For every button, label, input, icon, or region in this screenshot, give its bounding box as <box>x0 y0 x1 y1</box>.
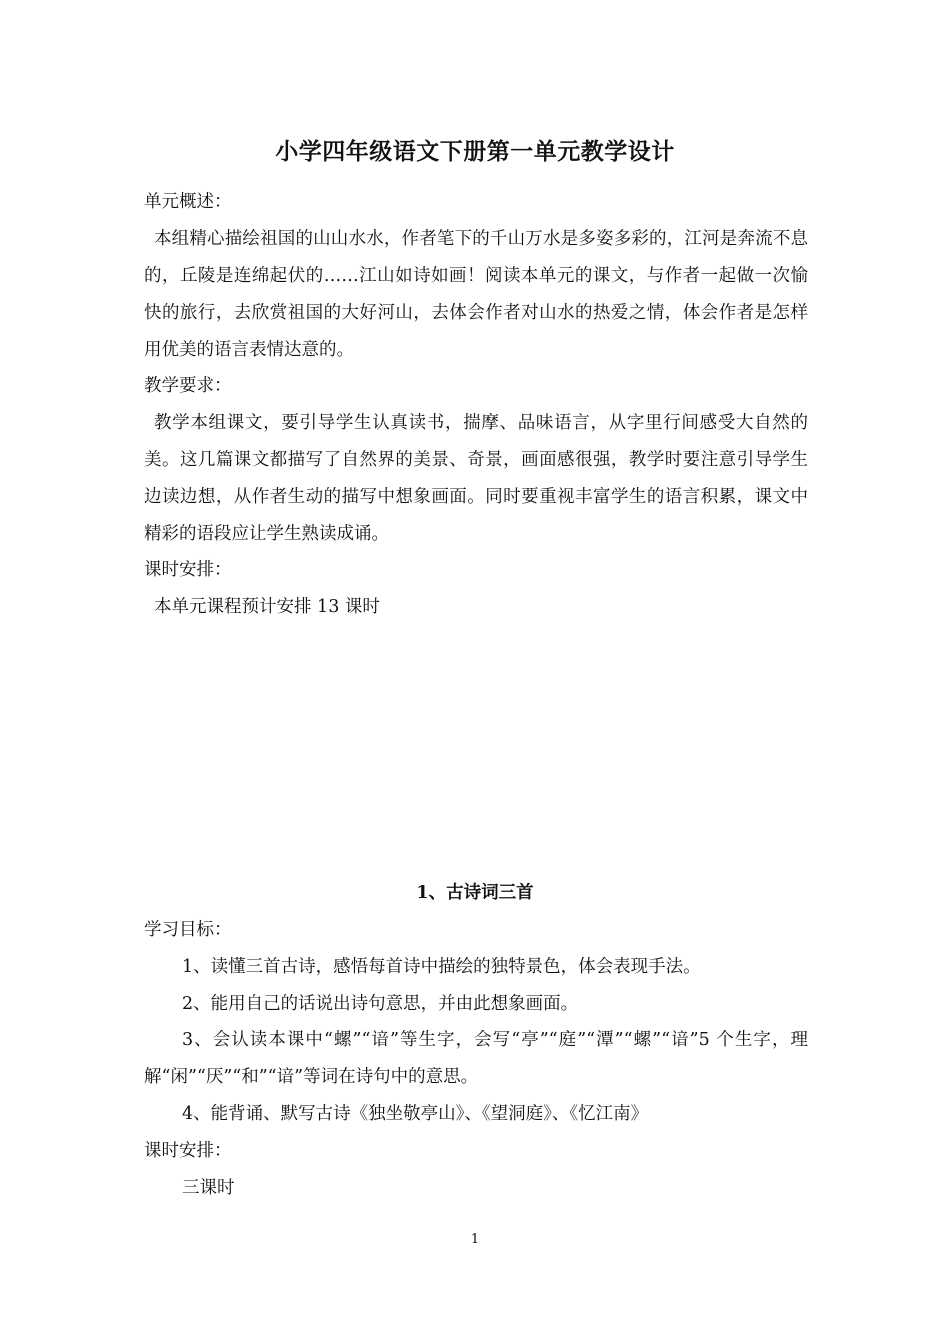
objective-item: 3、会认读本课中“螺”“谙”等生字，会写“亭”“庭”“潭”“螺”“谙”5 个生字，理解“闲”“厌”“和”“谙”等词在诗句中的意思。 <box>144 1030 808 1087</box>
overview-heading: 单元概述： <box>144 192 232 212</box>
lesson-title: 1、古诗词三首 <box>416 883 534 903</box>
overview-paragraph: 本组精心描绘祖国的山山水水，作者笔下的千山万水是多姿多彩的，江河是奔流不息的，丘陵是连绵起伏的……江山如诗如画！阅读本单元的课文，与作者一起做一次愉快的旅行，去欣赏祖国的大好河山，去体会作者对山水的热爱之情，体会作者是怎样用优美的语言表情达意的。 <box>144 229 808 360</box>
objective-item: 4、能背诵、默写古诗《独坐敬亭山》、《望洞庭》、《忆江南》 <box>182 1104 649 1124</box>
document-title: 小学四年级语文下册第一单元教学设计 <box>275 138 675 165</box>
objectives-heading: 学习目标： <box>144 920 232 940</box>
requirements-heading: 教学要求： <box>144 376 232 396</box>
schedule-text: 本单元课程预计安排 13 课时 <box>154 597 380 617</box>
lesson-schedule-text: 三课时 <box>182 1178 235 1198</box>
objective-item: 2、能用自己的话说出诗句意思，并由此想象画面。 <box>182 994 579 1014</box>
schedule-heading: 课时安排： <box>144 560 232 580</box>
requirements-paragraph: 教学本组课文，要引导学生认真读书，揣摩、品味语言，从字里行间感受大自然的美。这几篇课文都描写了自然界的美景、奇景，画面感很强，教学时要注意引导学生边读边想，从作者生动的描写中想象画面。同时要重视丰富学生的语言积累，课文中精彩的语段应让学生熟读成诵。 <box>144 413 808 544</box>
lesson-schedule-heading: 课时安排： <box>144 1141 232 1161</box>
objective-item: 1、读懂三首古诗，感悟每首诗中描绘的独特景色，体会表现手法。 <box>182 957 701 977</box>
page-number: 1 <box>470 1232 480 1247</box>
